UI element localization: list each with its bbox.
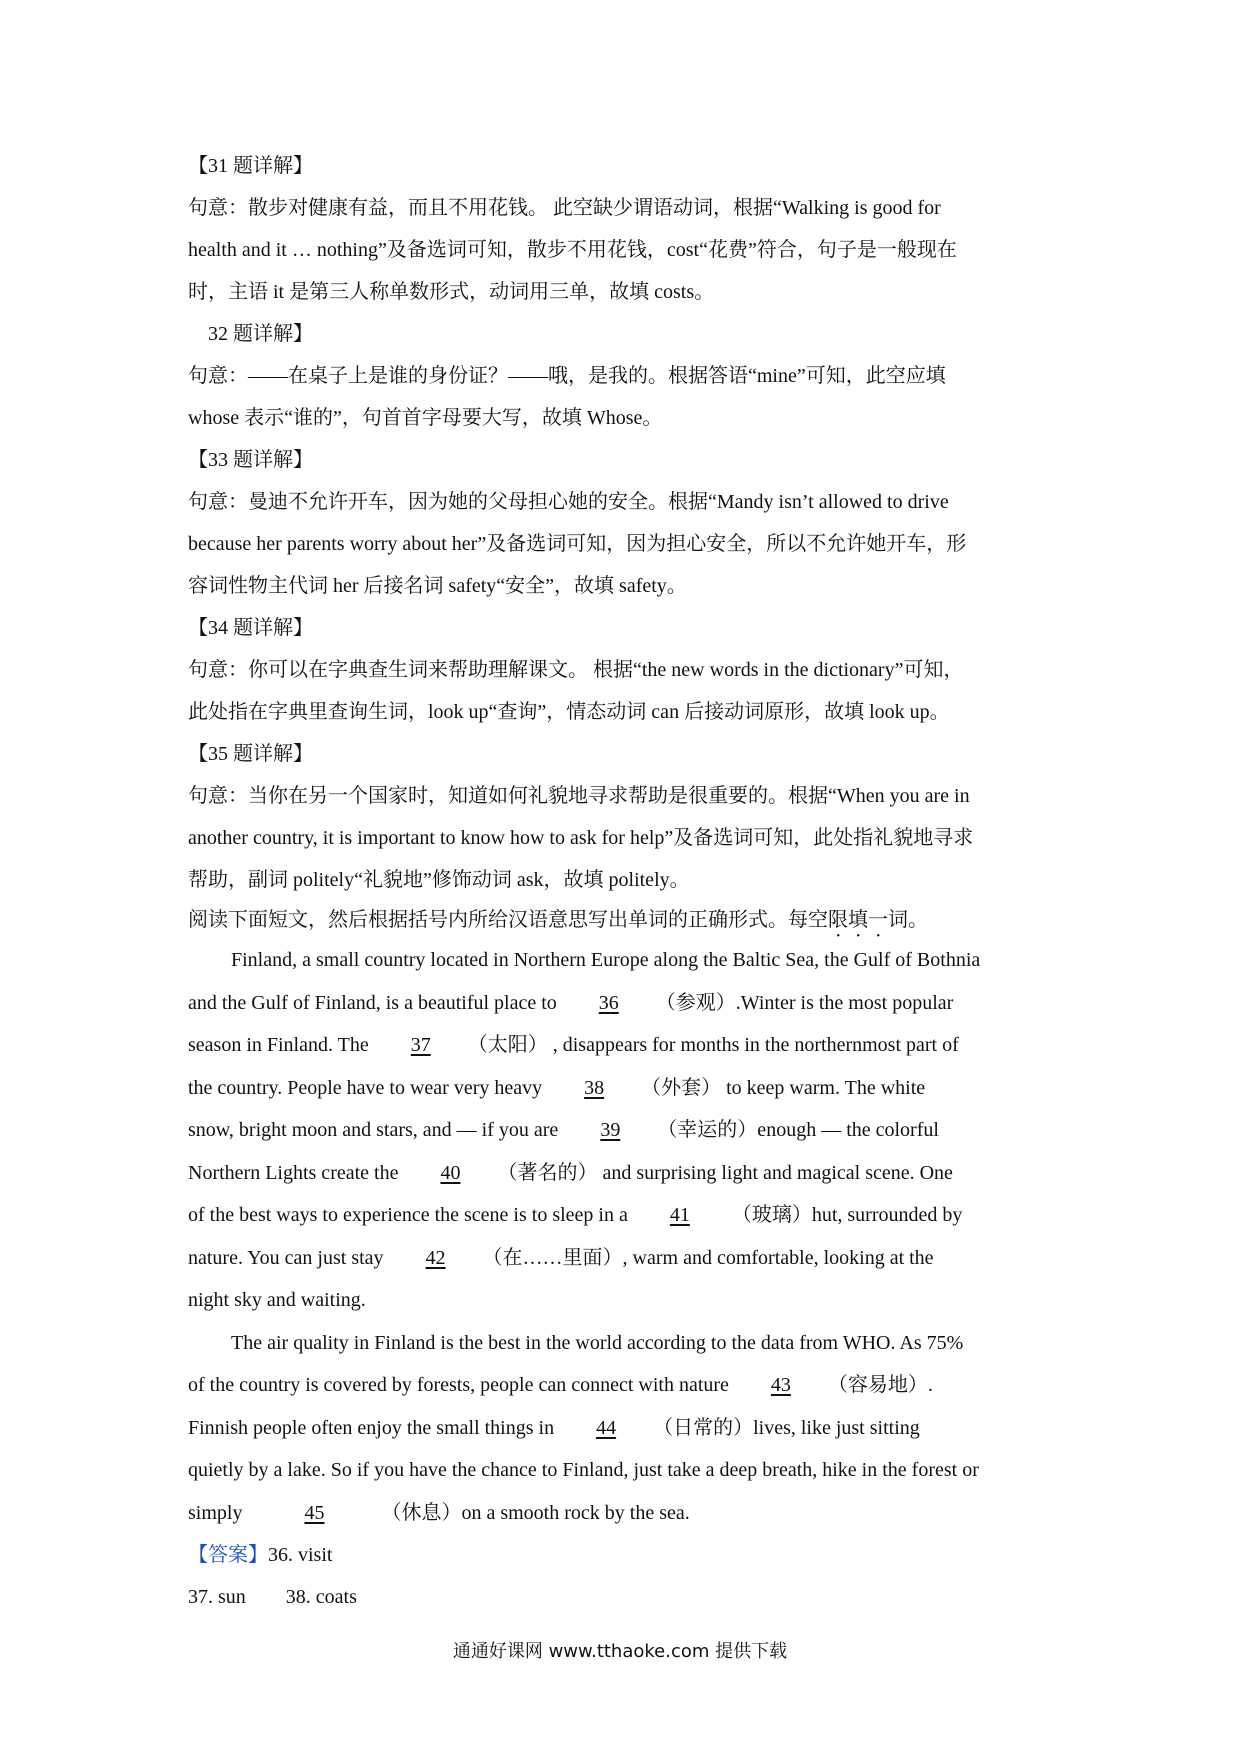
explanation-line: 此处指在字典里查询生词，look up“查询”，情态动词 can 后接动词原形，故填 look up。	[188, 701, 950, 723]
blank-44: 44	[596, 1416, 617, 1439]
blank-43: 43	[770, 1374, 791, 1396]
blank-42: 42	[425, 1246, 446, 1269]
explanation-line: health and it … nothing”及备选词可知，散步不用花钱，cost“花费”符合，句子是一般现在	[188, 239, 957, 261]
answer-line	[188, 1576, 1068, 1618]
document-body	[188, 145, 1068, 1618]
page-footer: 通通好课网 www.tthaoke.com 提供下载	[452, 1641, 788, 1662]
section-heading-35: 【35 题详解】	[188, 743, 313, 765]
explanation-line: 句意：曼迪不允许开车，因为她的父母担心她的安全。根据“Mandy isn’t allowed to drive	[188, 491, 949, 513]
blank-40: 40	[440, 1161, 461, 1184]
passage-line: of the best ways to experience the scene is to sleep in a 41 （玻璃）hut, surrounded by	[188, 1194, 1068, 1237]
emphasized-text: 限填一	[828, 909, 888, 931]
section-heading-31: 【31 题详解】	[188, 155, 313, 177]
blank-41: 41	[669, 1204, 690, 1226]
blank-36: 36	[598, 991, 619, 1014]
answer-38: 38. coats	[285, 1586, 357, 1608]
passage-line: season in Finland. The 37 （太阳） , disappears for months in the northernmost part of	[188, 1024, 1068, 1067]
passage-line: the country. People have to wear very heavy 38 （外套） to keep warm. The white	[188, 1067, 1068, 1110]
passage-line: quietly by a lake. So if you have the chance to Finland, just take a deep breath, hike in the forest or	[188, 1459, 979, 1481]
explanation-line: 句意：——在桌子上是谁的身份证？——哦，是我的。根据答语“mine”可知，此空应填	[188, 365, 946, 387]
reading-passage	[188, 939, 1068, 1534]
passage-line: and the Gulf of Finland, is a beautiful place to 36 （参观）.Winter is the most popular	[188, 982, 1068, 1025]
section-heading-33: 【33 题详解】	[188, 449, 313, 471]
explanation-line: 容词性物主代词 her 后接名词 safety“安全”，故填 safety。	[188, 575, 687, 597]
section-heading-34: 【34 题详解】	[188, 617, 313, 639]
passage-line: of the country is covered by forests, people can connect with nature 43 （容易地）.	[188, 1364, 1068, 1407]
explanation-line: 句意：你可以在字典查生词来帮助理解课文。 根据“the new words in the dictionary”可知，	[188, 659, 964, 681]
explanation-line: whose 表示“谁的”，句首首字母要大写，故填 Whose。	[188, 407, 663, 429]
explanation-line: 句意：当你在另一个国家时，知道如何礼貌地寻求帮助是很重要的。根据“When you are in	[188, 785, 970, 807]
passage-line: snow, bright moon and stars, and — if you are 39 （幸运的）enough — the colorful	[188, 1109, 1068, 1152]
passage-line: simply 45 （休息）on a smooth rock by the sea.	[188, 1492, 1068, 1535]
task-instruction: 阅读下面短文，然后根据括号内所给汉语意思写出单词的正确形式。每空限填一词。	[188, 909, 928, 931]
answer-36: 36. visit	[268, 1544, 333, 1566]
explanation-line: 句意：散步对健康有益，而且不用花钱。 此空缺少谓语动词，根据“Walking is good for	[188, 197, 941, 219]
explanation-line: 帮助，副词 politely“礼貌地”修饰动词 ask，故填 politely。	[188, 869, 690, 891]
explanation-line: another country, it is important to know how to ask for help”及备选词可知，此处指礼貌地寻求	[188, 827, 974, 849]
answer-line	[188, 1534, 1068, 1576]
passage-line: night sky and waiting.	[188, 1289, 366, 1311]
passage-line: The air quality in Finland is the best in the world according to the data from WHO. As 75%	[231, 1331, 964, 1354]
passage-line: Northern Lights create the 40 （著名的） and surprising light and magical scene. One	[188, 1152, 1068, 1195]
explanation-line: because her parents worry about her”及备选词可知，因为担心安全，所以不允许她开车，形	[188, 533, 967, 555]
answer-tag: 【答案】	[188, 1544, 268, 1566]
blank-37: 37	[410, 1034, 431, 1056]
passage-line: Finnish people often enjoy the small things in 44 （日常的）lives, like just sitting	[188, 1407, 1068, 1450]
blank-45: 45	[304, 1501, 325, 1524]
passage-line: Finland, a small country located in Northern Europe along the Baltic Sea, the Gulf of Bothnia	[231, 949, 981, 971]
passage-line: nature. You can just stay 42 （在……里面）, warm and comfortable, looking at the	[188, 1237, 1068, 1280]
blank-39: 39	[600, 1119, 621, 1141]
blank-38: 38	[584, 1076, 605, 1099]
section-heading-32: 32 题详解】	[208, 323, 313, 345]
explanation-line: 时，主语 it 是第三人称单数形式，动词用三单，故填 costs。	[188, 281, 715, 303]
answer-37: 37. sun	[188, 1586, 246, 1608]
